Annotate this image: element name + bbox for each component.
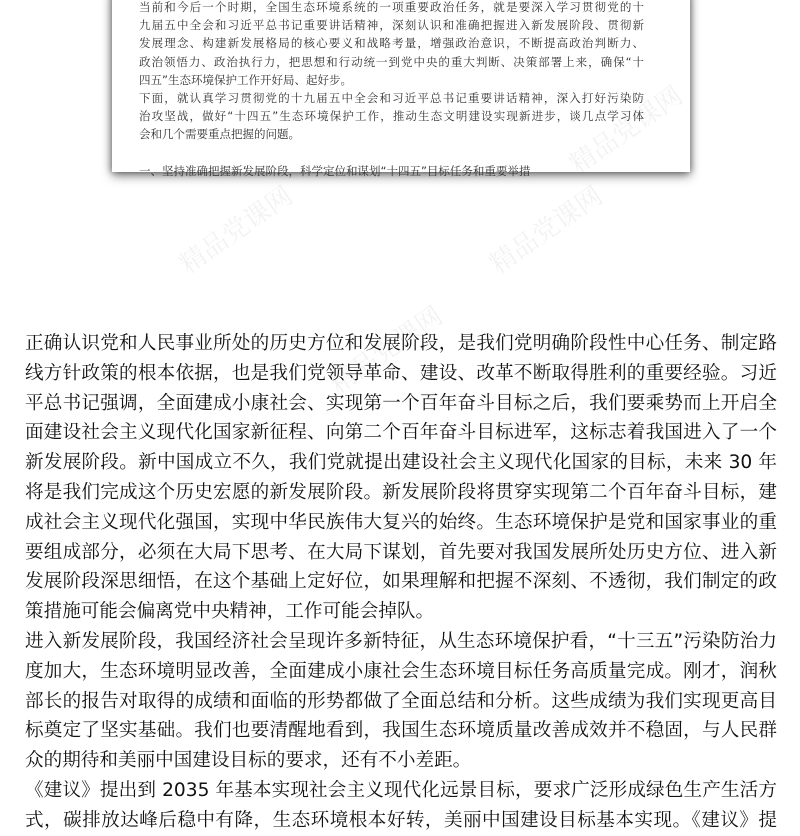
text-line: 会和几个需要重点把握的问题。 [139,127,300,142]
text-line: 当前和今后一个时期，全国生态环境系统的一项重要政治任务，就是要深入学习贯彻党的十 [139,0,644,14]
text-line: 发展阶段深思细悟，在这个基础上定好位，如果理解和把握不深刻、不透彻，我们制定的政 [25,571,777,593]
text-line: 度加大，生态环境明显改善，全面建成小康社会生态环境目标任务高质量完成。刚才，润秋 [25,660,777,682]
text-line: 将是我们完成这个历史宏愿的新发展阶段。新发展阶段将贯穿实现第二个百年奋斗目标，建 [25,481,777,503]
text-line: 线方针政策的根本依据，也是我们党领导革命、建设、改革不断取得胜利的重要经验。习近 [25,362,777,384]
text-line: 平总书记强调，全面建成小康社会、实现第一个百年奋斗目标之后，我们要乘势而上开启全 [25,392,777,414]
text-line: 进入新发展阶段，我国经济社会呈现许多新特征，从生态环境保护看，“十三五”污染防治力 [25,630,777,652]
watermark: 精品党课网 [484,180,609,281]
text-line: 众的期待和美丽中国建设目标的要求，还有不小差距。 [25,750,472,772]
text-line: 要组成部分，必须在大局下思考、在大局下谋划，首先要对我国发展所处历史方位、进入新 [25,541,777,563]
text-line: 《建议》提出到 2035 年基本实现社会主义现代化远景目标，要求广泛形成绿色生产生活方 [25,779,777,801]
text-line: 策措施可能会偏离党中央精神，工作可能会掉队。 [25,601,435,623]
text-line: 四五”生态环境保护工作开好局、起好步。 [139,72,352,87]
text-line: 面建设社会主义现代化国家新征程、向第二个百年奋斗目标进军，这标志着我国进入了一个 [25,422,777,444]
text-line: 部长的报告对取得的成绩和面临的形势都做了全面总结和分析。这些成绩为我们实现更高目 [25,690,777,712]
text-line: 成社会主义现代化强国，实现中华民族伟大复兴的始终。生态环境保护是党和国家事业的重 [25,511,777,533]
document-body [25,329,777,836]
watermark: 精品党课网 [564,80,689,181]
text-line: 政治领悟力、政治执行力，把思想和行动统一到党中央的重大判断、决策部署上来，确保“十 [139,54,644,69]
text-line: 新发展阶段。新中国成立不久，我们党就提出建设社会主义现代化国家的目标，未来 30 年 [25,452,777,474]
text-line: 下面，就认真学习贯彻党的十九届五中全会和习近平总书记重要讲话精神，深入打好污染防 [139,91,644,106]
text-line: 九届五中全会和习近平总书记重要讲话精神，深刻认识和准确把握进入新发展阶段、贯彻新 [139,18,644,33]
text-line: 式，碳排放达峰后稳中有降，生态环境根本好转，美丽中国建设目标基本实现。《建议》提 [25,809,777,831]
watermark: 精品党课网 [324,300,449,401]
text-line: 标奠定了坚实基础。我们也要清醒地看到，我国生态环境质量改善成效并不稳固，与人民群 [25,720,777,742]
text-line: 发展理念、构建新发展格局的核心要义和战略考量，增强政治意识，不断提高政治判断力、 [139,36,644,51]
text-line: 治攻坚战，做好“十四五”生态环境保护工作，推动生态文明建设实现新进步，谈几点学习体 [139,109,644,124]
watermark: 精品党课网 [174,180,299,281]
text-line: 正确认识党和人民事业所处的历史方位和发展阶段，是我们党明确阶段性中心任务、制定路 [25,333,777,354]
section-heading: 一、坚持准确把握新发展阶段，科学定位和谋划“十四五”目标任务和重要举措 [139,163,531,178]
